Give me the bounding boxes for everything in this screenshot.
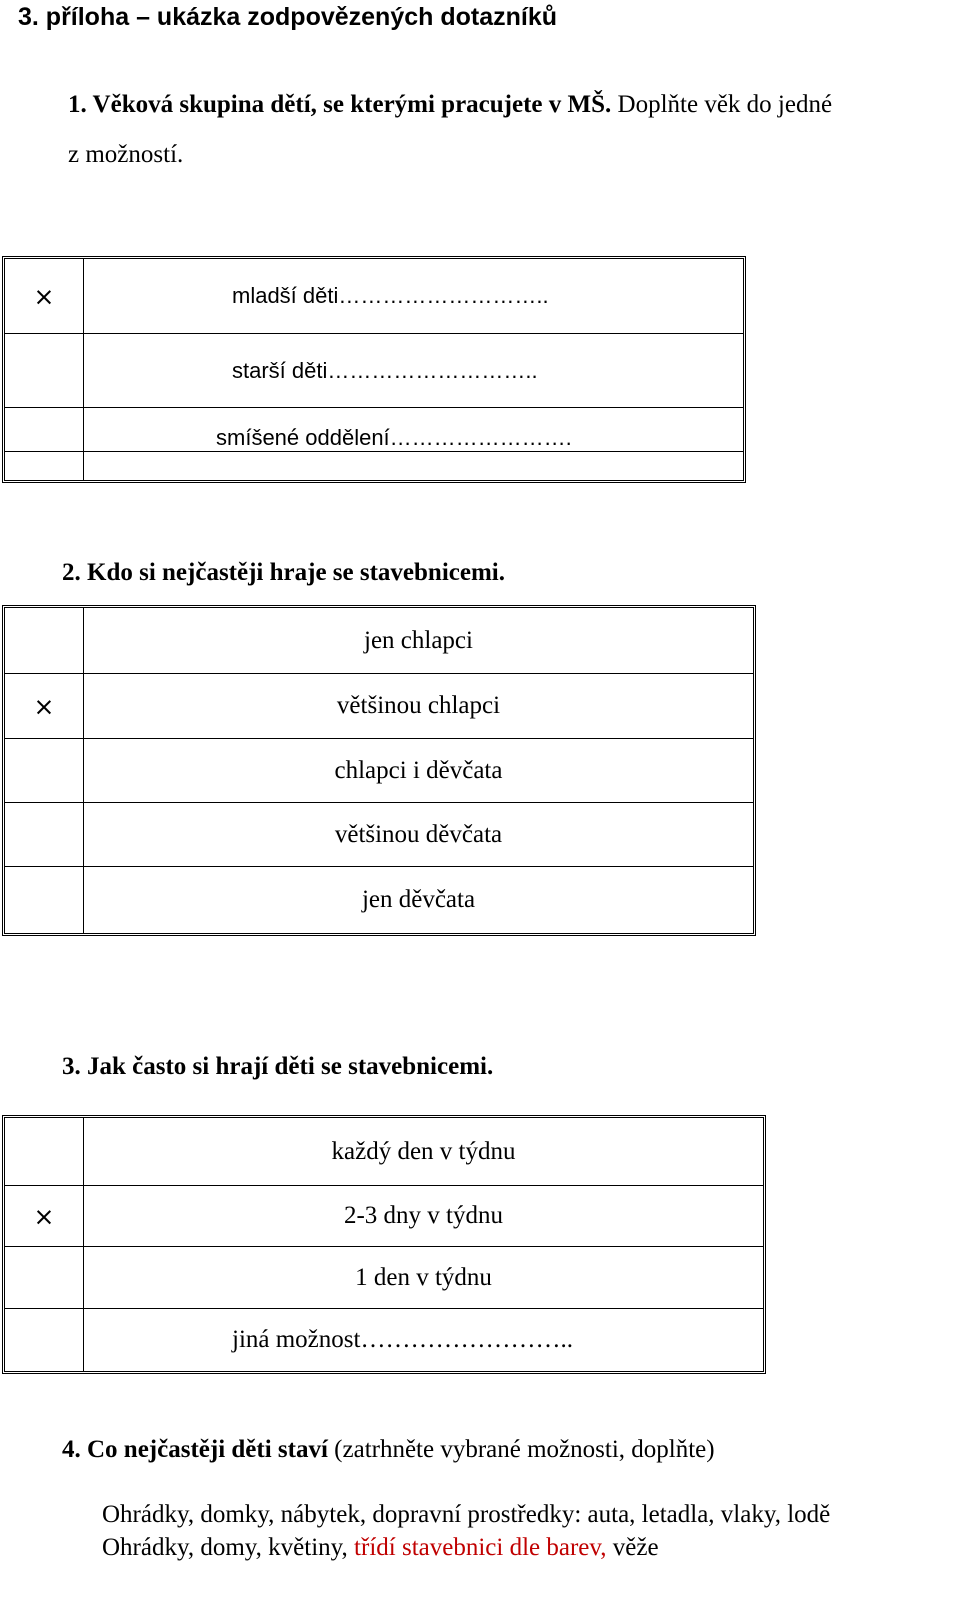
question-4-title	[62, 1433, 715, 1467]
question-1-options-table	[2, 256, 746, 483]
option-label: chlapci i děvčata	[84, 739, 753, 803]
option-checkbox[interactable]	[5, 452, 84, 480]
question-1-instruction-cont: z možností.	[68, 141, 184, 168]
option-checkbox[interactable]	[5, 608, 84, 674]
option-checkbox[interactable]: ×	[5, 674, 84, 739]
question-1-title	[68, 88, 832, 122]
answer-line-2	[102, 1532, 659, 1564]
option-row[interactable]	[5, 1247, 763, 1309]
option-row[interactable]	[5, 803, 753, 867]
option-row[interactable]	[5, 1118, 763, 1186]
question-4-instruction: (zatrhněte vybrané možnosti, doplňte)	[327, 1436, 715, 1463]
question-2-bold-text: 2. Kdo si nejčastěji hraje se stavebnicemi.	[62, 559, 505, 586]
option-checkbox[interactable]	[5, 867, 84, 933]
option-checkbox[interactable]	[5, 1309, 84, 1371]
answer-line-1: Ohrádky, domky, nábytek, dopravní prostředky: auta, letadla, vlaky, lodě	[102, 1501, 831, 1528]
option-label: jen chlapci	[84, 608, 753, 674]
option-label: jen děvčata	[361, 886, 476, 913]
option-checkbox[interactable]: ×	[5, 1186, 84, 1247]
option-label: většinou děvčata	[84, 803, 753, 867]
question-3-bold-text: 3. Jak často si hrají děti se stavebnicemi.	[62, 1053, 494, 1080]
option-label: 1 den v týdnu	[84, 1247, 763, 1309]
question-3-title	[62, 1050, 493, 1084]
answer-line-2-start: Ohrádky, domy, květiny,	[102, 1534, 355, 1561]
option-row[interactable]	[5, 334, 743, 408]
option-label	[84, 452, 743, 480]
question-2-options-table	[2, 605, 756, 936]
question-3-options-table	[2, 1115, 766, 1374]
option-row[interactable]	[5, 259, 743, 334]
option-checkbox[interactable]	[5, 1247, 84, 1309]
option-label: většinou chlapci	[84, 674, 753, 739]
option-checkbox[interactable]	[5, 739, 84, 803]
question-1-instruction: Doplňte věk do jedné	[611, 91, 833, 118]
option-row[interactable]	[5, 674, 753, 739]
option-row[interactable]	[5, 867, 753, 933]
option-row[interactable]	[5, 1309, 763, 1371]
question-4-bold-text: 4. Co nejčastěji děti staví	[62, 1436, 328, 1463]
option-row[interactable]	[5, 408, 743, 452]
option-row[interactable]	[5, 452, 743, 480]
option-row[interactable]	[5, 1186, 763, 1247]
option-checkbox[interactable]	[5, 334, 84, 408]
option-checkbox[interactable]	[5, 803, 84, 867]
option-label: mladší děti………………………..	[84, 259, 743, 334]
question-2-title	[62, 556, 505, 590]
option-label: smíšené oddělení…………………….	[84, 408, 743, 452]
option-checkbox[interactable]: ×	[5, 259, 84, 334]
option-row[interactable]	[5, 739, 753, 803]
option-label: 2-3 dny v týdnu	[84, 1186, 763, 1247]
answer-line-2-highlight: třídí stavebnici dle barev,	[354, 1534, 607, 1561]
question-1-bold-text: 1. Věková skupina dětí, se kterými pracujete v MŠ.	[68, 91, 612, 118]
option-checkbox[interactable]	[5, 1118, 84, 1186]
option-label: každý den v týdnu	[84, 1118, 763, 1186]
option-checkbox[interactable]	[5, 408, 84, 452]
option-row[interactable]	[5, 608, 753, 674]
page-heading: 3. příloha – ukázka zodpovězených dotazníků	[18, 3, 558, 31]
option-label: jiná možnost……………………..	[232, 1326, 573, 1353]
answer-line-2-end: věže	[606, 1534, 659, 1561]
option-label: starší děti………………………..	[84, 334, 743, 408]
